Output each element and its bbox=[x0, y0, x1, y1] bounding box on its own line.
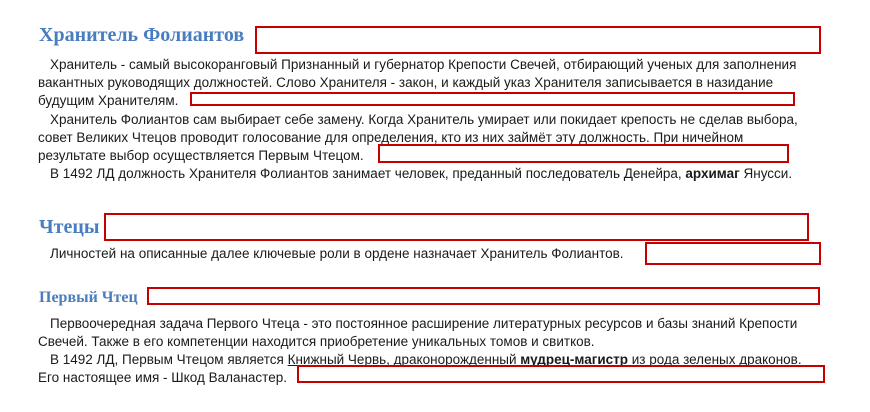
paragraph-first-reader-1492: В 1492 ЛД, Первым Чтецом является Книжный Червь, драконорожденный мудрец-магистр из рода зеленых драконов. Его настоящее имя - Шкод Валанастер. bbox=[38, 352, 802, 386]
annotation-box bbox=[255, 26, 821, 54]
annotation-box bbox=[645, 242, 821, 265]
annotation-box bbox=[297, 365, 825, 383]
paragraph-keeper-intro: Хранитель - самый высокоранговый Признанный и губернатор Крепости Свечей, отбирающий ученых для заполнения вакантных руководящих должностей. Слово Хранителя - закон, и каждый указ Хранителя записывается в назидание будущим Хранителям. bbox=[38, 57, 797, 109]
heading-readers: Чтецы bbox=[39, 216, 100, 238]
annotation-box bbox=[378, 144, 789, 163]
paragraph-first-reader-duties: Первоочередная задача Первого Чтеца - это постоянное расширение литературных ресурсов и базы знаний Крепости Свечей. Также в его компетенции находится приобретение уникальных томов и свитков. bbox=[38, 316, 798, 350]
paragraph-keeper-succession: Хранитель Фолиантов сам выбирает себе замену. Когда Хранитель умирает или покидает крепость не сделав выбора, совет Великих Чтецов проводит голосование для определения, кто из них займёт эту должность. При ничейном результате выбор осуществляется Первым Чтецом. bbox=[38, 112, 798, 164]
annotation-box bbox=[147, 287, 820, 305]
paragraph-keeper-1492: В 1492 ЛД должность Хранителя Фолиантов занимает человек, преданный последователь Денейра, архимаг Янусси. bbox=[50, 166, 793, 181]
sage-master-link[interactable]: мудрец-магистр bbox=[520, 352, 628, 367]
paragraph-readers-intro: Личностей на описанные далее ключевые роли в ордене назначает Хранитель Фолиантов. bbox=[50, 246, 624, 261]
bookworm-link[interactable]: Книжный Червь bbox=[287, 352, 387, 367]
annotation-box bbox=[104, 213, 809, 241]
heading-keeper-of-tomes: Хранитель Фолиантов bbox=[39, 24, 245, 46]
heading-first-reader: Первый Чтец bbox=[39, 289, 138, 306]
annotation-box bbox=[190, 92, 795, 106]
